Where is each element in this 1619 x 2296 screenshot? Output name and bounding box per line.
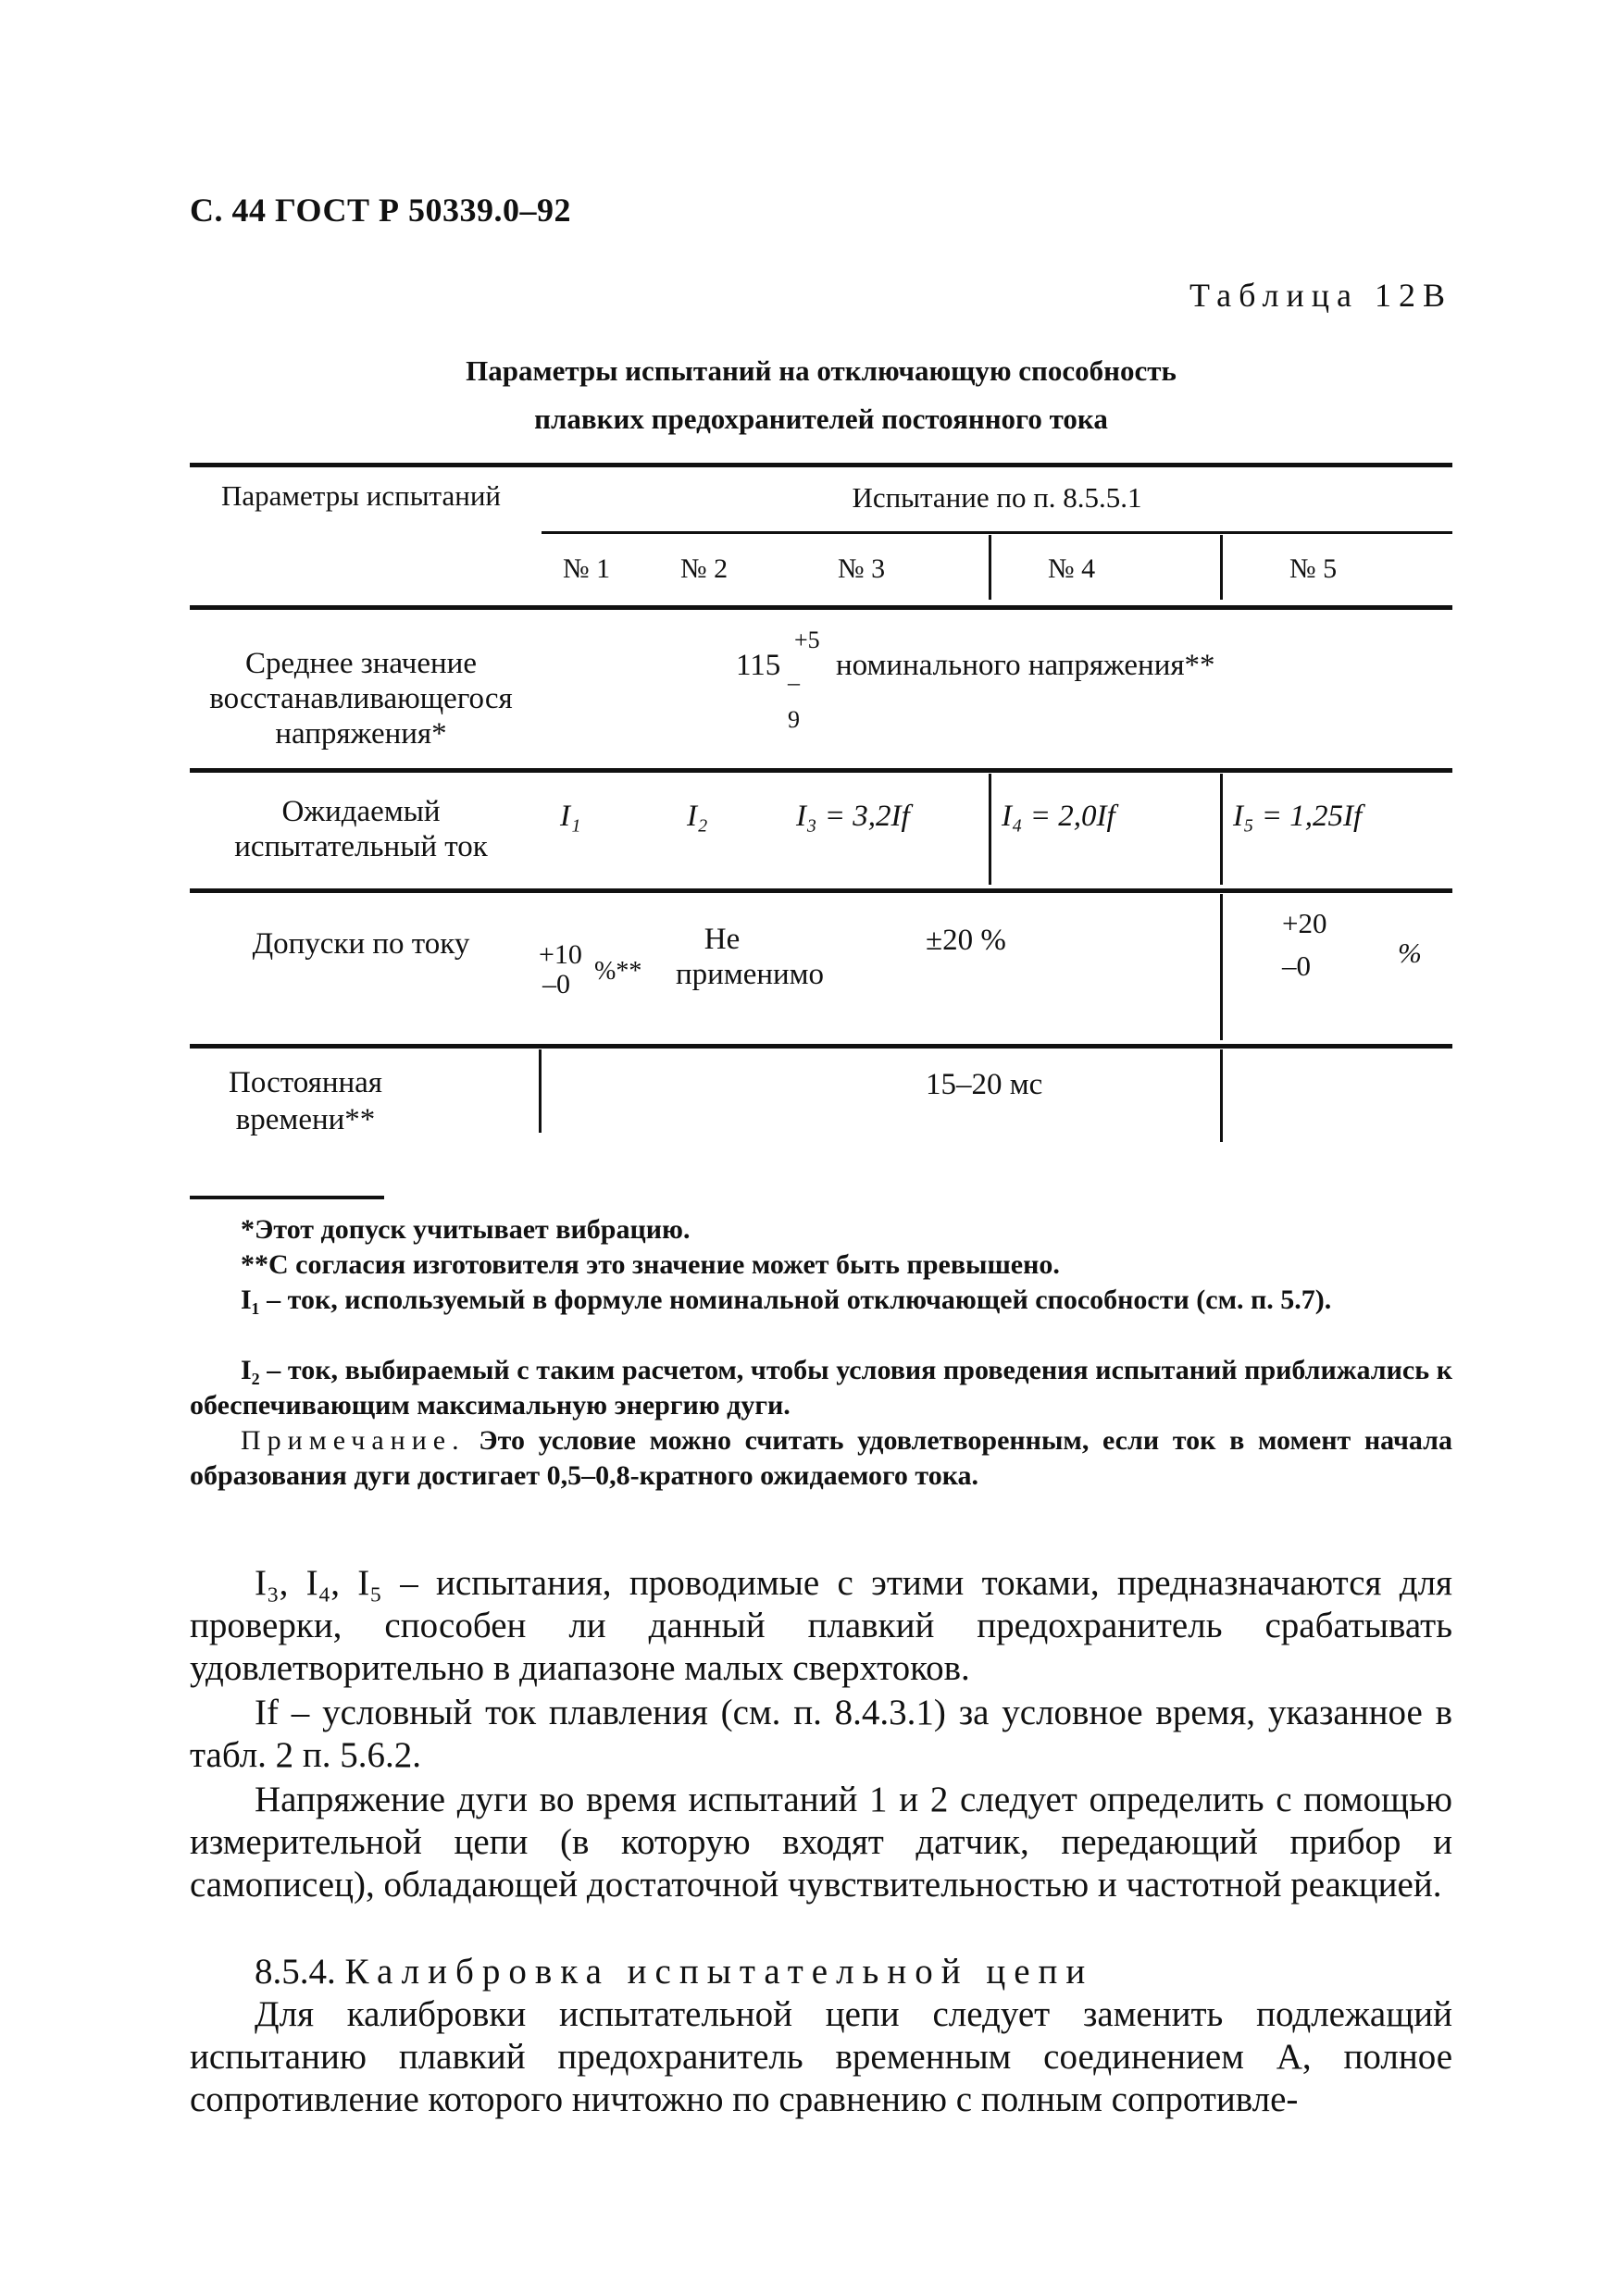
table-title-line-1: Параметры испытаний на отключающую способность bbox=[466, 354, 1177, 387]
test-number-5: № 5 bbox=[1289, 553, 1338, 584]
table-label: Таблица 12В bbox=[1189, 277, 1452, 314]
footnote-1: *Этот допуск учитывает вибрацию. bbox=[241, 1214, 691, 1245]
current-value-5: I₅ = 1,25If bbox=[1233, 800, 1363, 833]
table-vline-current-5 bbox=[1220, 774, 1223, 885]
table-vline-tol-5 bbox=[1220, 894, 1223, 1040]
test-number-2: № 2 bbox=[680, 553, 729, 584]
note-text: Это условие можно считать удовлетворенным, если ток в момент начала образования дуги достигает 0,5–0,8-кратного ожидаемого тока. bbox=[190, 1425, 1452, 1491]
voltage-text: номинального напряжения** bbox=[836, 649, 1215, 682]
tolerance-value-1 bbox=[539, 933, 678, 999]
footnote-3: I₁ – ток, используемый в формуле номинальной отключающей способности (см. п. 5.7). bbox=[241, 1285, 1332, 1315]
section-paragraph: Для калибровки испытательной цепи следует заменить подлежащий испытанию плавкий предохранитель временным соединением А, полное сопротивление которого ничтожно по сравнению с полным сопротивле- bbox=[190, 1994, 1452, 2119]
time-constant-value: 15–20 мс bbox=[926, 1068, 1043, 1101]
table-vline-time-1 bbox=[539, 1049, 542, 1133]
tol5-minus: –0 bbox=[1282, 949, 1311, 982]
tol1-minus: –0 bbox=[542, 969, 570, 999]
header-params: Параметры испытаний bbox=[220, 479, 501, 512]
footnote-4: I₂ – ток, выбираемый с таким расчетом, чтобы условия проведения испытаний приближались к обеспечивающим максимальную энергию дуги. bbox=[190, 1355, 1452, 1421]
row-time-label: Постоянная времени** bbox=[229, 1066, 382, 1136]
header-test: Испытание по п. 8.5.5.1 bbox=[852, 481, 1142, 514]
current-value-2: I₂ bbox=[687, 800, 708, 833]
table-top-rule bbox=[190, 463, 1452, 467]
table-vline-time-5 bbox=[1220, 1049, 1223, 1142]
section-heading bbox=[190, 1951, 1452, 1993]
tol1-suffix: %** bbox=[594, 957, 642, 986]
footnote-2: **С согласия изготовителя это значение может быть превышено. bbox=[241, 1249, 1060, 1280]
table-title-line-2: плавких предохранителей постоянного тока bbox=[534, 403, 1108, 435]
tol5-plus: +20 bbox=[1282, 907, 1327, 939]
paragraph-3: Напряжение дуги во время испытаний 1 и 2 следует определить с помощью измерительной цепи (в которую входят датчик, передающий прибор и самописец), обладающей достаточной чувствительностью и частотной реакцией. bbox=[190, 1780, 1452, 1905]
tolerance-value-2: Не применимо bbox=[676, 923, 825, 991]
paragraph-2: If – условный ток плавления (см. п. 8.4.3.1) за условное время, указанное в табл. 2 п. 5.6.2. bbox=[190, 1693, 1452, 1775]
section-title: Калибровка испытательной цепи bbox=[344, 1952, 1094, 1992]
table-vline-header-4 bbox=[989, 535, 991, 600]
test-number-4: № 4 bbox=[1048, 553, 1096, 584]
table-row-rule-2 bbox=[190, 888, 1452, 893]
tolerance-value-3: ±20 % bbox=[926, 924, 1006, 957]
page-header: С. 44 ГОСТ Р 50339.0–92 bbox=[190, 192, 571, 229]
row-current-label: Ожидаемый испытательный ток bbox=[234, 795, 488, 863]
row-voltage-label: Среднее значение восстанавливающегося напряжения* bbox=[209, 647, 513, 751]
voltage-tolerance-plus: +5 bbox=[794, 627, 820, 653]
table-subheader-rule bbox=[542, 531, 1452, 534]
table-row-rule-1 bbox=[190, 768, 1452, 773]
note-label: Примечание. bbox=[241, 1425, 466, 1456]
test-number-1: № 1 bbox=[563, 553, 611, 584]
table-row-rule-3 bbox=[190, 1044, 1452, 1049]
footnote-rule bbox=[190, 1196, 384, 1199]
voltage-tolerance-minus: –9 bbox=[788, 669, 800, 733]
voltage-base: 115 bbox=[736, 649, 781, 682]
row-tolerance-label: Допуски по току bbox=[252, 927, 470, 961]
current-value-4: I₄ = 2,0If bbox=[1002, 800, 1115, 833]
tol5-suffix: % bbox=[1398, 937, 1422, 969]
table-vline-header-5 bbox=[1220, 535, 1223, 600]
paragraph-1: I₃, I₄, I₅ – испытания, проводимые с этими токами, предназначаются для проверки, способен ли данный плавкий предохранитель срабатывать удовлетворительно в диапазоне малых сверхтоков. bbox=[190, 1563, 1452, 1688]
tol1-plus: +10 bbox=[539, 939, 582, 970]
current-value-3: I₃ = 3,2If bbox=[796, 800, 910, 833]
test-number-3: № 3 bbox=[838, 553, 886, 584]
table-vline-current-4 bbox=[989, 774, 991, 885]
section-number: 8.5.4. bbox=[255, 1952, 336, 1992]
current-value-1: I₁ bbox=[560, 800, 581, 833]
table-header-rule bbox=[190, 605, 1452, 610]
footnote-note bbox=[190, 1423, 1452, 1494]
